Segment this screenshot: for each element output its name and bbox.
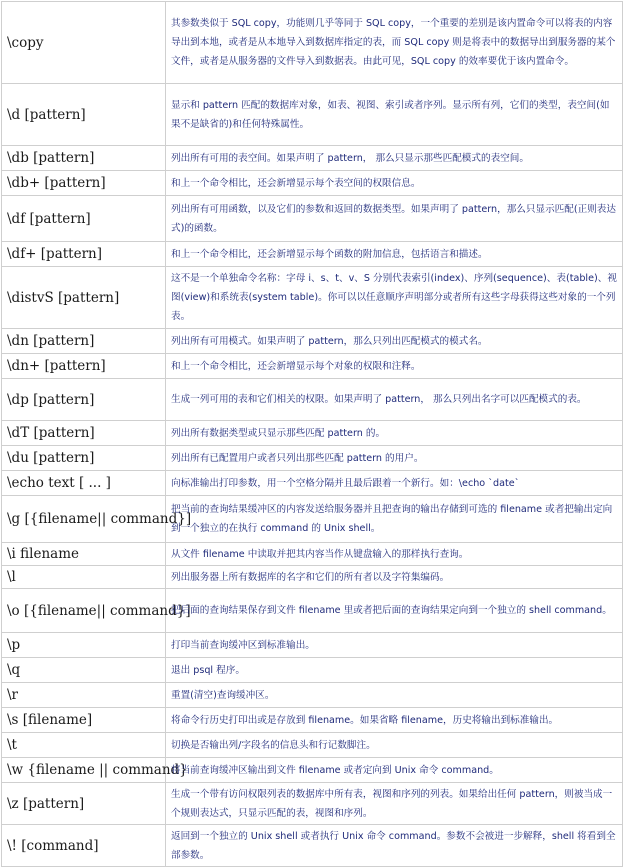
table-row bbox=[2, 783, 623, 825]
table-row bbox=[2, 825, 623, 867]
description-cell: 将命令行历史打印出或是存放到 filename。如果省略 filename，历史将输出到标准输出。 bbox=[166, 708, 623, 733]
command-cell: \z [pattern] bbox=[2, 783, 166, 825]
command-cell: \dp [pattern] bbox=[2, 379, 166, 421]
description-cell: 生成一列可用的表和它们相关的权限。如果声明了 pattern， 那么只列出名字可以匹配模式的表。 bbox=[166, 379, 623, 421]
table-row bbox=[2, 84, 623, 146]
command-cell: \echo text [ ... ] bbox=[2, 471, 166, 496]
table-row bbox=[2, 267, 623, 329]
command-cell: \df+ [pattern] bbox=[2, 242, 166, 267]
table-row bbox=[2, 758, 623, 783]
description-cell: 从文件 filename 中读取并把其内容当作从键盘输入的那样执行查询。 bbox=[166, 543, 623, 566]
table-row bbox=[2, 171, 623, 196]
command-cell: \! [command] bbox=[2, 825, 166, 867]
command-cell: \distvS [pattern] bbox=[2, 267, 166, 329]
table-row bbox=[2, 329, 623, 354]
table-row bbox=[2, 658, 623, 683]
description-cell: 返回到一个独立的 Unix shell 或者执行 Unix 命令 command。参数不会被进一步解释，shell 将看到全部参数。 bbox=[166, 825, 623, 867]
table-row bbox=[2, 633, 623, 658]
table-row bbox=[2, 2, 623, 84]
table-row bbox=[2, 496, 623, 543]
table-row bbox=[2, 379, 623, 421]
description-cell: 其参数类似于 SQL copy，功能则几乎等同于 SQL copy，一个重要的差别是该内置命令可以将表的内容导出到本地，或者是从本地导入到数据库指定的表，而 SQL copy 则是将表中的数据导出到服务器的某个文件，或者是从服务器的文件导入到数据表。由此可见，SQL copy 的效率要优于该内置命令。 bbox=[166, 2, 623, 84]
description-cell: 打印当前查询缓冲区到标准输出。 bbox=[166, 633, 623, 658]
command-cell: \dn [pattern] bbox=[2, 329, 166, 354]
description-cell: 列出所有可用模式。如果声明了 pattern，那么只列出匹配模式的模式名。 bbox=[166, 329, 623, 354]
command-cell: \l bbox=[2, 566, 166, 589]
table-row bbox=[2, 446, 623, 471]
command-cell: \o [{filename|| command}] bbox=[2, 589, 166, 633]
table-row bbox=[2, 589, 623, 633]
description-cell: 列出服务器上所有数据库的名字和它们的所有者以及字符集编码。 bbox=[166, 566, 623, 589]
command-cell: \t bbox=[2, 733, 166, 758]
command-cell: \s [filename] bbox=[2, 708, 166, 733]
table-row bbox=[2, 708, 623, 733]
psql-command-table bbox=[1, 1, 623, 867]
description-cell: 和上一个命令相比，还会新增显示每个函数的附加信息，包括语言和描述。 bbox=[166, 242, 623, 267]
table-row bbox=[2, 471, 623, 496]
command-cell: \db [pattern] bbox=[2, 146, 166, 171]
description-cell: 切换是否输出列/字段名的信息头和行记数脚注。 bbox=[166, 733, 623, 758]
description-cell: 退出 psql 程序。 bbox=[166, 658, 623, 683]
description-cell: 将当前查询缓冲区输出到文件 filename 或者定向到 Unix 命令 command。 bbox=[166, 758, 623, 783]
command-cell: \i filename bbox=[2, 543, 166, 566]
description-cell: 向标准输出打印参数，用一个空格分隔并且最后跟着一个新行。如：\echo `date` bbox=[166, 471, 623, 496]
description-cell: 显示和 pattern 匹配的数据库对象，如表、视图、索引或者序列。显示所有列，它们的类型，表空间(如果不是缺省的)和任何特殊属性。 bbox=[166, 84, 623, 146]
table-row bbox=[2, 242, 623, 267]
table-body bbox=[2, 2, 623, 867]
description-cell: 和上一个命令相比，还会新增显示每个表空间的权限信息。 bbox=[166, 171, 623, 196]
description-cell: 把后面的查询结果保存到文件 filename 里或者把后面的查询结果定向到一个独立的 shell command。 bbox=[166, 589, 623, 633]
command-cell: \r bbox=[2, 683, 166, 708]
table-row bbox=[2, 543, 623, 566]
table-row bbox=[2, 196, 623, 242]
description-cell: 列出所有已配置用户或者只列出那些匹配 pattern 的用户。 bbox=[166, 446, 623, 471]
command-cell: \du [pattern] bbox=[2, 446, 166, 471]
description-cell: 生成一个带有访问权限列表的数据库中所有表，视图和序列的列表。如果给出任何 pattern，则被当成一个规则表达式，只显示匹配的表，视图和序列。 bbox=[166, 783, 623, 825]
table-row bbox=[2, 683, 623, 708]
table-row bbox=[2, 421, 623, 446]
description-cell: 重置(清空)查询缓冲区。 bbox=[166, 683, 623, 708]
command-cell: \df [pattern] bbox=[2, 196, 166, 242]
command-cell: \q bbox=[2, 658, 166, 683]
command-cell: \d [pattern] bbox=[2, 84, 166, 146]
command-cell: \w {filename || command} bbox=[2, 758, 166, 783]
description-cell: 这不是一个单独命令名称：字母 i、s、t、v、S 分别代表索引(index)、序列(sequence)、表(table)、视图(view)和系统表(system table)。你可以以任意顺序声明部分或者所有这些字母获得这些对象的一个列表。 bbox=[166, 267, 623, 329]
description-cell: 列出所有数据类型或只显示那些匹配 pattern 的。 bbox=[166, 421, 623, 446]
table-row bbox=[2, 733, 623, 758]
command-cell: \db+ [pattern] bbox=[2, 171, 166, 196]
command-cell: \dn+ [pattern] bbox=[2, 354, 166, 379]
table-row bbox=[2, 354, 623, 379]
command-cell: \g [{filename|| command}] bbox=[2, 496, 166, 543]
description-cell: 列出所有可用的表空间。如果声明了 pattern， 那么只显示那些匹配模式的表空间。 bbox=[166, 146, 623, 171]
description-cell: 把当前的查询结果缓冲区的内容发送给服务器并且把查询的输出存储到可选的 filename 或者把输出定向到一个独立的在执行 command 的 Unix shell。 bbox=[166, 496, 623, 543]
command-cell: \p bbox=[2, 633, 166, 658]
command-cell: \copy bbox=[2, 2, 166, 84]
description-cell: 列出所有可用函数，以及它们的参数和返回的数据类型。如果声明了 pattern，那么只显示匹配(正则表达式)的函数。 bbox=[166, 196, 623, 242]
table-row bbox=[2, 566, 623, 589]
table-row bbox=[2, 146, 623, 171]
description-cell: 和上一个命令相比，还会新增显示每个对象的权限和注释。 bbox=[166, 354, 623, 379]
command-cell: \dT [pattern] bbox=[2, 421, 166, 446]
